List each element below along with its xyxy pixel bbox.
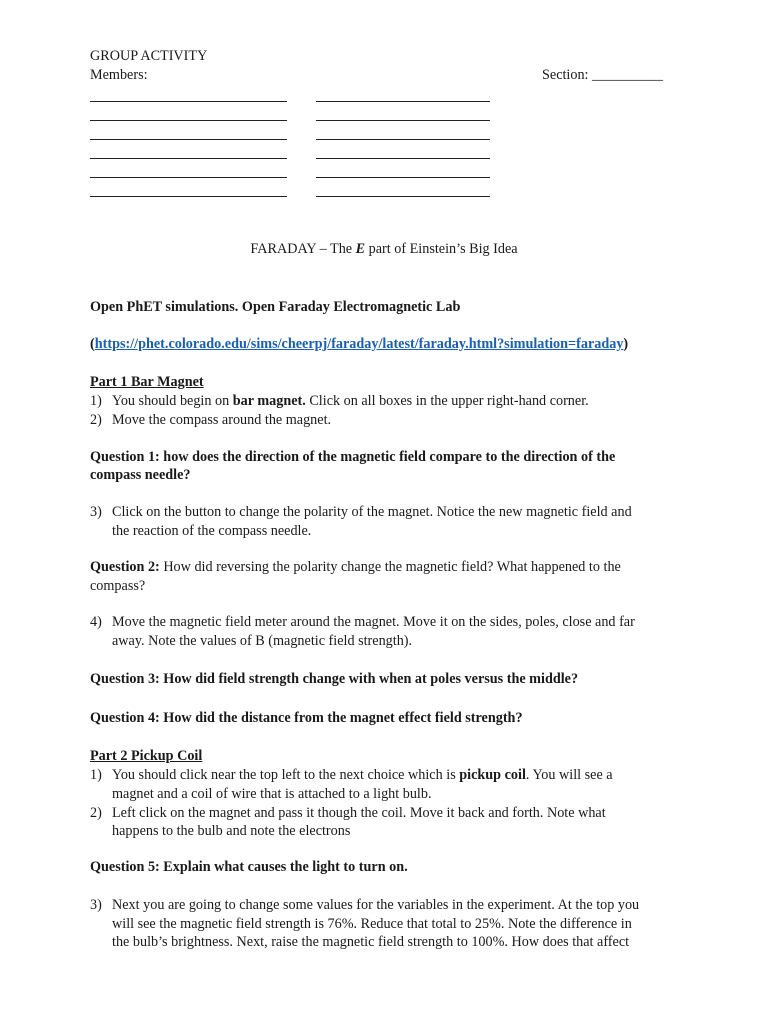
member-line — [316, 120, 490, 121]
part1-step-3 — [90, 503, 632, 521]
member-line — [90, 177, 287, 178]
members-label: Members: — [90, 67, 148, 83]
member-line — [316, 158, 490, 159]
member-line — [90, 101, 287, 102]
step-number: 2) — [90, 412, 102, 428]
question-2-text: How did reversing the polarity change the magnetic field? What happened to the — [159, 559, 621, 575]
part2-step-1-cont: magnet and a coil of wire that is attached to a light bulb. — [112, 786, 432, 802]
part1-step-2 — [90, 411, 331, 429]
simulation-link-line — [90, 335, 628, 353]
part1-step-4-cont: away. Note the values of B (magnetic field strength). — [112, 633, 413, 649]
activity-title: GROUP ACTIVITY — [90, 48, 208, 64]
step-text: Left click on the magnet and pass it though the coil. Move it back and forth. Note what — [112, 805, 606, 821]
question-2-line2: compass? — [90, 578, 146, 594]
question-1-line2: compass needle? — [90, 467, 191, 483]
member-line — [90, 196, 287, 197]
link-close-paren: ) — [623, 336, 629, 352]
link-open-paren: ( — [90, 336, 95, 352]
part1-step-1 — [90, 392, 589, 410]
part2-step-3 — [90, 896, 639, 914]
step-number: 3) — [90, 897, 102, 913]
title-emphasis: E — [355, 241, 366, 257]
member-line — [316, 177, 490, 178]
section-field: Section: __________ — [542, 67, 663, 83]
member-line — [316, 139, 490, 140]
step-text: Move the magnetic field meter around the magnet. Move it on the sides, poles, close and far — [112, 614, 635, 630]
member-line — [90, 139, 287, 140]
step-bold-term: pickup coil — [459, 767, 526, 783]
part2-step-1 — [90, 766, 613, 784]
part1-heading: Part 1 Bar Magnet — [90, 374, 204, 390]
step-text: Click on the button to change the polarity of the magnet. Notice the new magnetic field and — [112, 504, 632, 520]
step-number: 1) — [90, 393, 102, 409]
member-line — [90, 120, 287, 121]
step-text: You should begin on — [112, 393, 233, 409]
step-number: 2) — [90, 805, 102, 821]
question-4: Question 4: How did the distance from the magnet effect field strength? — [90, 710, 523, 726]
step-text: . You will see a — [525, 767, 613, 783]
part1-step-4 — [90, 613, 635, 631]
document-title — [0, 240, 768, 258]
question-2-line1 — [90, 558, 621, 576]
part1-step-3-cont: the reaction of the compass needle. — [112, 523, 312, 539]
title-prefix: FARADAY – The — [250, 241, 356, 257]
step-bold-term: bar magnet. — [232, 393, 306, 409]
step-number: 4) — [90, 614, 102, 630]
member-line — [316, 196, 490, 197]
title-suffix: part of Einstein’s Big Idea — [365, 241, 518, 257]
part2-step-3-cont: will see the magnetic field strength is 76%. Reduce that total to 25%. Note the difference in — [112, 916, 632, 932]
step-text: Next you are going to change some values for the variables in the experiment. At the top you — [112, 897, 640, 913]
question-1-line1: Question 1: how does the direction of the magnetic field compare to the direction of the — [90, 449, 616, 465]
member-line — [316, 101, 490, 102]
simulation-link[interactable]: https://phet.colorado.edu/sims/cheerpj/faraday/latest/faraday.html?simulation=faraday — [94, 336, 624, 352]
part2-step-2 — [90, 804, 606, 822]
step-text: Move the compass around the magnet. — [112, 412, 332, 428]
step-text: Click on all boxes in the upper right-hand corner. — [305, 393, 589, 409]
part2-heading: Part 2 Pickup Coil — [90, 748, 203, 764]
question-2-label: Question 2: — [90, 559, 160, 575]
member-line — [90, 158, 287, 159]
question-5: Question 5: Explain what causes the light to turn on. — [90, 859, 408, 875]
question-3: Question 3: How did field strength change with when at poles versus the middle? — [90, 671, 579, 687]
part2-step-2-cont: happens to the bulb and note the electrons — [112, 823, 351, 839]
part2-step-3-cont: the bulb’s brightness. Next, raise the magnetic field strength to 100%. How does that affect — [112, 934, 630, 950]
step-text: You should click near the top left to the next choice which is — [112, 767, 460, 783]
step-number: 1) — [90, 767, 102, 783]
step-number: 3) — [90, 504, 102, 520]
intro-instruction: Open PhET simulations. Open Faraday Electromagnetic Lab — [90, 299, 461, 315]
